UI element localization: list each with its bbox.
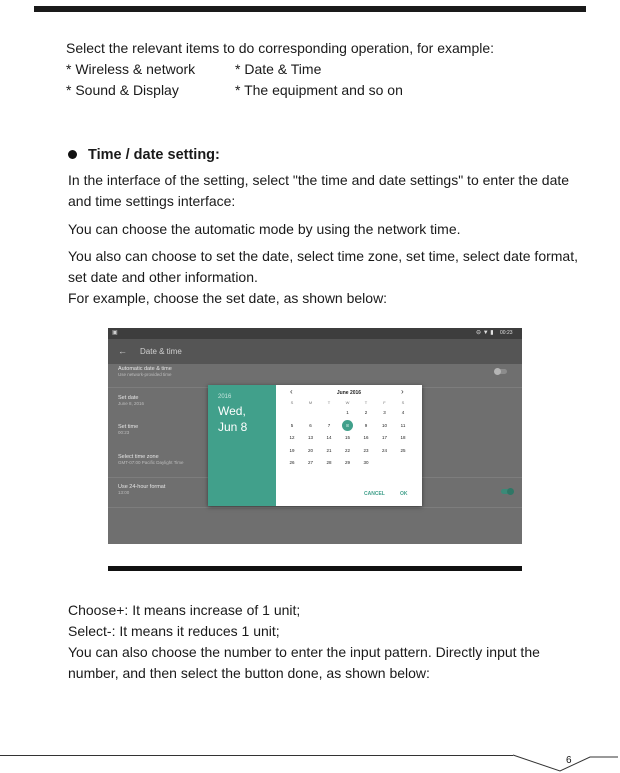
- weekday-header: S: [290, 400, 294, 405]
- calendar-day[interactable]: 14: [326, 435, 332, 440]
- weekday-header: S: [401, 400, 405, 405]
- calendar-day[interactable]: 29: [344, 460, 350, 465]
- note-select: Select-: It means it reduces 1 unit;: [68, 623, 280, 639]
- example-equipment: * The equipment and so on: [235, 82, 403, 98]
- weekday-header: W: [345, 400, 350, 405]
- calendar-day[interactable]: 12: [289, 435, 295, 440]
- calendar-day[interactable]: 6: [309, 422, 312, 428]
- setting-24-hour[interactable]: [118, 484, 165, 495]
- calendar-day[interactable]: 4: [401, 410, 405, 415]
- example-wireless: * Wireless & network: [66, 61, 196, 77]
- auto-toggle[interactable]: [495, 369, 507, 374]
- date-picker-dialog: [208, 385, 422, 506]
- calendar-day[interactable]: 13: [307, 435, 313, 440]
- calendar-day[interactable]: 9: [364, 422, 368, 428]
- setting-sub: 00:23: [118, 430, 130, 435]
- status-icons: ⊖ ▼ ▮: [476, 330, 494, 336]
- picker-date: Jun 8: [218, 420, 248, 434]
- calendar-day[interactable]: 24: [381, 447, 387, 453]
- toolbar: [108, 339, 522, 364]
- status-bar: [108, 328, 522, 339]
- setting-label: Set date: [118, 395, 139, 401]
- setting-set-time[interactable]: [118, 424, 138, 435]
- paragraph-set-options: You also can choose to set the date, select time zone, set time, select date format, set date and other information.: [68, 248, 578, 285]
- setting-label: Select time zone: [118, 454, 159, 460]
- calendar-day[interactable]: 15: [344, 435, 350, 440]
- setting-set-date[interactable]: [118, 395, 144, 406]
- calendar-day[interactable]: 18: [400, 435, 406, 440]
- setting-sub: GMT-07:00 Pacific Daylight Time: [118, 460, 184, 465]
- month-title: June 2016: [336, 390, 362, 396]
- date-picker-header: [208, 385, 276, 506]
- intro-text: Select the relevant items to do corresponding operation, for example:: [66, 40, 495, 56]
- calendar-day[interactable]: 7: [327, 422, 331, 428]
- setting-sub: Use network-provided time: [118, 372, 172, 377]
- calendar-day[interactable]: 17: [381, 435, 387, 440]
- note-input-pattern: You can also choose the number to enter the input pattern. Directly input the number, and then select the button done, as shown below:: [68, 644, 540, 681]
- calendar-day[interactable]: 27: [307, 460, 313, 465]
- calendar-day[interactable]: 16: [363, 435, 369, 440]
- picker-weekday: Wed,: [218, 404, 246, 418]
- calendar-day[interactable]: 2: [364, 410, 368, 415]
- calendar-day[interactable]: 21: [326, 447, 332, 453]
- status-time: 00:23: [500, 330, 513, 336]
- footer-rule: [0, 755, 513, 756]
- paragraph-settings-interface: In the interface of the setting, select "the time and date settings" to enter the date and time settings interface:: [68, 172, 570, 209]
- setting-sub: 13:00: [118, 490, 130, 495]
- next-month-icon[interactable]: ›: [401, 387, 404, 396]
- cancel-button[interactable]: CANCEL: [364, 491, 385, 497]
- calendar-day[interactable]: 26: [289, 460, 295, 465]
- section-heading: Time / date setting:: [88, 147, 220, 163]
- toolbar-title: Date & time: [140, 347, 182, 356]
- weekday-header: T: [364, 400, 368, 405]
- setting-time-zone[interactable]: [118, 454, 184, 465]
- 24-hour-toggle[interactable]: [501, 489, 513, 494]
- setting-label: Automatic date & time: [118, 366, 172, 372]
- calendar-day[interactable]: 19: [289, 447, 295, 453]
- weekday-header: M: [308, 400, 313, 405]
- prev-month-icon[interactable]: ‹: [290, 387, 293, 396]
- picker-year[interactable]: 2016: [218, 394, 232, 400]
- example-sound-display: * Sound & Display: [66, 82, 179, 98]
- calendar-day[interactable]: 3: [383, 410, 386, 415]
- setting-label: Use 24-hour format: [118, 484, 166, 490]
- divider: [108, 507, 522, 508]
- paragraph-automatic-mode: You can choose the automatic mode by using the network time.: [68, 221, 461, 237]
- calendar-day[interactable]: 5: [290, 422, 294, 428]
- calendar-day[interactable]: 1: [346, 410, 349, 415]
- calendar-day[interactable]: 10: [381, 422, 387, 428]
- date-time-screenshot: [108, 328, 522, 544]
- ok-button[interactable]: OK: [400, 491, 408, 497]
- calendar-day[interactable]: 30: [363, 460, 369, 465]
- back-arrow-icon[interactable]: ←: [118, 346, 127, 356]
- setting-automatic[interactable]: [118, 366, 172, 377]
- page-number: 6: [566, 755, 572, 766]
- image-bottom-rule: [108, 566, 522, 571]
- bullet-icon: [68, 150, 77, 159]
- notification-icon: ▣: [112, 330, 118, 336]
- footer-decoration: [510, 748, 620, 773]
- note-choose: Choose+: It means increase of 1 unit;: [68, 602, 301, 618]
- calendar-day[interactable]: 22: [344, 447, 350, 453]
- weekday-header: F: [383, 400, 386, 405]
- header-rule: [34, 6, 586, 12]
- calendar-day[interactable]: 25: [400, 447, 406, 453]
- calendar-day[interactable]: 8: [341, 423, 355, 428]
- setting-sub: June 8, 2016: [118, 401, 145, 406]
- example-date-time: * Date & Time: [235, 61, 322, 77]
- setting-label: Set time: [118, 424, 139, 430]
- calendar-day[interactable]: 28: [326, 460, 332, 465]
- paragraph-example: For example, choose the set date, as shown below:: [68, 290, 388, 306]
- calendar-day[interactable]: 20: [307, 447, 313, 453]
- calendar-day[interactable]: 11: [400, 422, 406, 428]
- calendar-grid: [285, 400, 418, 480]
- weekday-header: T: [327, 400, 331, 405]
- calendar-day[interactable]: 23: [363, 447, 369, 453]
